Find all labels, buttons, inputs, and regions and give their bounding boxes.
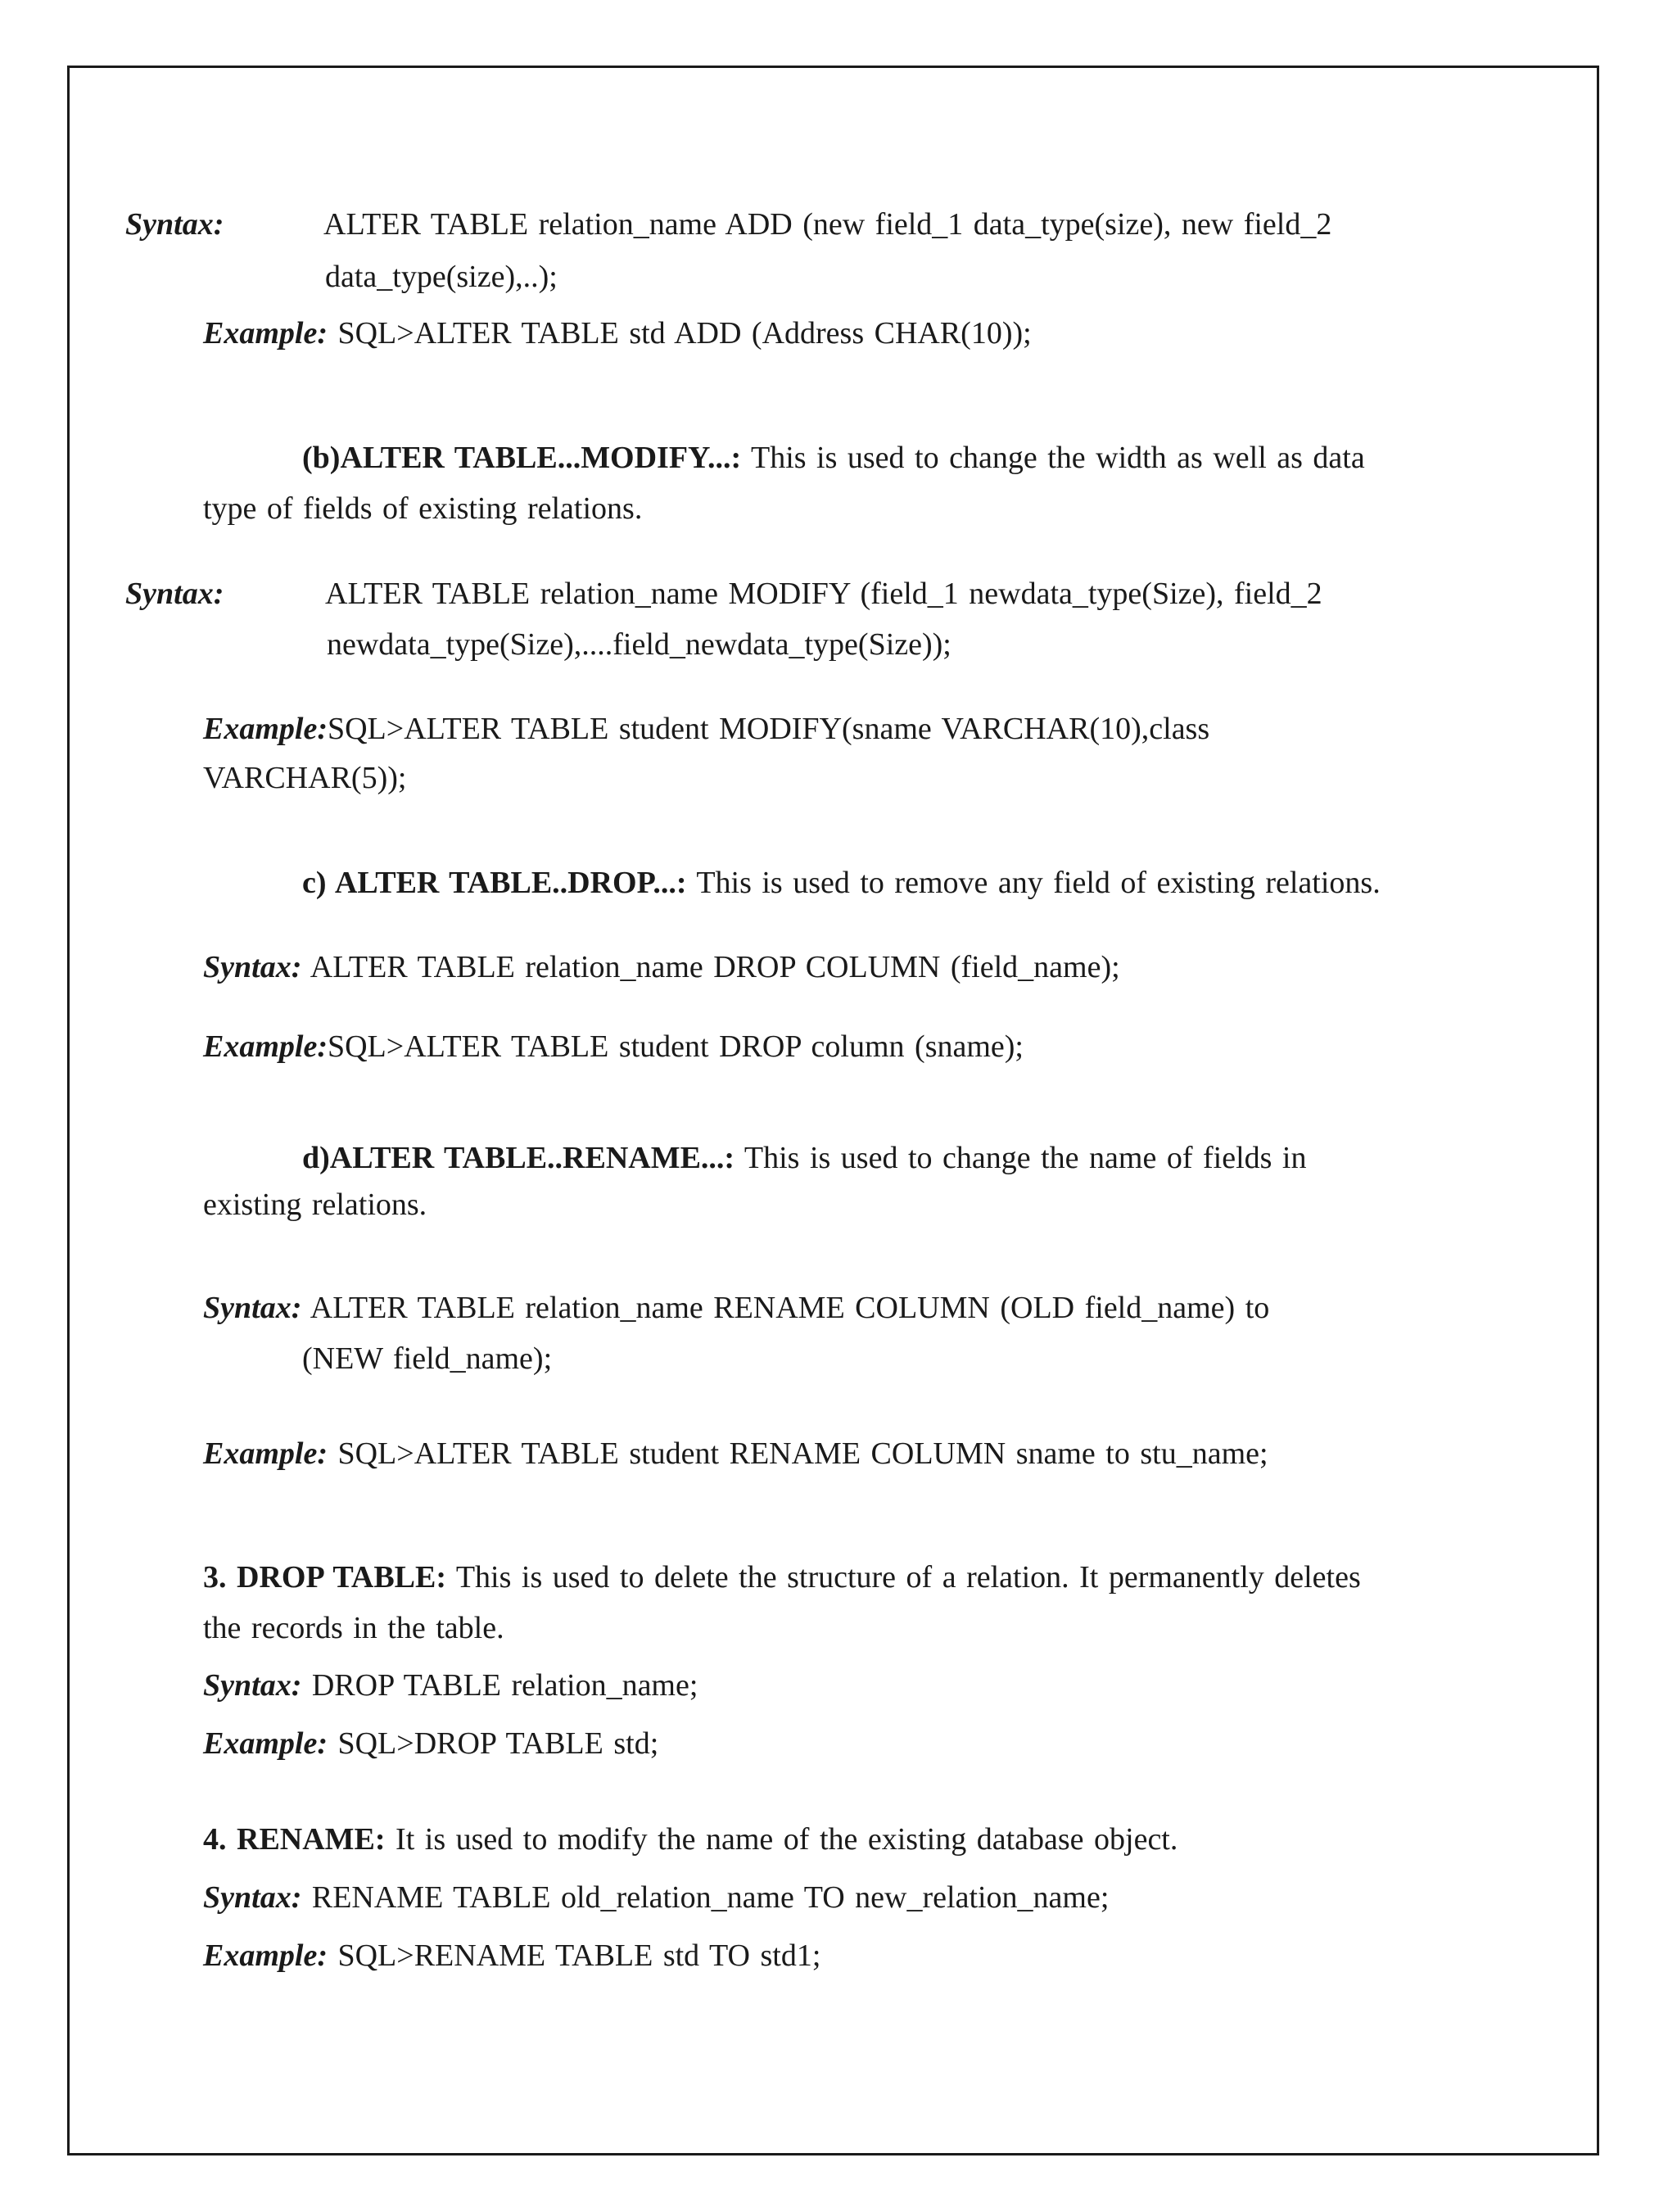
add-example — [203, 314, 1032, 353]
modify-desc-line2: type of fields of existing relations. — [203, 491, 643, 526]
modify-syntax-line1: ALTER TABLE relation_name MODIFY (field_1 newdata_type(Size), field_2 — [325, 577, 1322, 611]
modify-example-line2: VARCHAR(5)); — [203, 761, 407, 795]
drop-col-syntax-label: Syntax: — [203, 950, 302, 984]
rename-col-desc-line2: existing relations. — [203, 1187, 427, 1222]
drop-table-example-text: SQL>DROP TABLE std; — [327, 1726, 659, 1761]
drop-table-desc-line2: the records in the table. — [203, 1611, 504, 1645]
drop-col-heading: c) ALTER TABLE..DROP...: — [302, 866, 687, 900]
rename-desc: It is used to modify the name of the existing database object. — [385, 1822, 1178, 1857]
modify-example-label: Example: — [203, 712, 328, 746]
drop-col-example-text: SQL>ALTER TABLE student DROP column (sname); — [327, 1029, 1024, 1064]
drop-col-syntax-text: ALTER TABLE relation_name DROP COLUMN (field_name); — [301, 950, 1120, 984]
drop-table-syntax-text: DROP TABLE relation_name; — [301, 1668, 698, 1703]
rename-col-syntax-line2: (NEW field_name); — [302, 1341, 553, 1376]
modify-syntax-line2: newdata_type(Size),....field_newdata_type(Size)); — [327, 627, 952, 662]
drop-table-syntax-label: Syntax: — [203, 1668, 302, 1703]
add-example-label: Example: — [203, 316, 328, 351]
rename-example-text: SQL>RENAME TABLE std TO std1; — [327, 1938, 821, 1973]
rename-syntax — [203, 1878, 1109, 1917]
drop-col-example — [203, 1027, 1024, 1066]
add-example-text: SQL>ALTER TABLE std ADD (Address CHAR(10)); — [327, 316, 1032, 351]
drop-col-example-label: Example: — [203, 1029, 328, 1064]
drop-col-heading-line — [302, 863, 1381, 902]
rename-syntax-label: Syntax: — [203, 1880, 302, 1915]
rename-col-example-label: Example: — [203, 1436, 328, 1471]
rename-col-heading: d)ALTER TABLE..RENAME...: — [302, 1141, 735, 1175]
rename-col-syntax-line1 — [203, 1288, 1269, 1328]
rename-col-example-text: SQL>ALTER TABLE student RENAME COLUMN sname to stu_name; — [327, 1436, 1268, 1471]
rename-col-heading-line — [302, 1138, 1306, 1178]
modify-example-text: SQL>ALTER TABLE student MODIFY(sname VARCHAR(10),class — [327, 712, 1210, 746]
modify-heading-line — [302, 438, 1365, 477]
drop-table-example-label: Example: — [203, 1726, 328, 1761]
rename-example — [203, 1936, 820, 1975]
rename-heading-line — [203, 1820, 1178, 1859]
add-syntax-line2: data_type(size),..); — [325, 260, 558, 294]
rename-heading: 4. RENAME: — [203, 1822, 386, 1857]
add-syntax-line1: ALTER TABLE relation_name ADD (new field_1 data_type(size), new field_2 — [323, 207, 1332, 242]
drop-col-desc: This is used to remove any field of existing relations. — [686, 866, 1381, 900]
rename-syntax-text: RENAME TABLE old_relation_name TO new_relation_name; — [301, 1880, 1110, 1915]
rename-example-label: Example: — [203, 1938, 328, 1973]
drop-col-syntax — [203, 948, 1120, 987]
rename-col-desc-line1: This is used to change the name of fields in — [735, 1141, 1307, 1175]
modify-heading: (b)ALTER TABLE...MODIFY...: — [302, 441, 742, 475]
rename-col-example — [203, 1434, 1268, 1473]
modify-syntax-label: Syntax: — [125, 577, 224, 611]
drop-table-desc-line1: This is used to delete the structure of a relation. It permanently deletes — [446, 1560, 1361, 1595]
drop-table-heading-line — [203, 1558, 1361, 1597]
rename-col-syntax-text: ALTER TABLE relation_name RENAME COLUMN (OLD field_name) to — [301, 1291, 1270, 1325]
modify-desc-line1: This is used to change the width as well as data — [741, 441, 1365, 475]
add-syntax-label: Syntax: — [125, 207, 224, 242]
modify-example-line1 — [203, 709, 1209, 749]
rename-col-syntax-label: Syntax: — [203, 1291, 302, 1325]
drop-table-syntax — [203, 1666, 698, 1705]
drop-table-example — [203, 1724, 658, 1763]
drop-table-heading: 3. DROP TABLE: — [203, 1560, 447, 1595]
